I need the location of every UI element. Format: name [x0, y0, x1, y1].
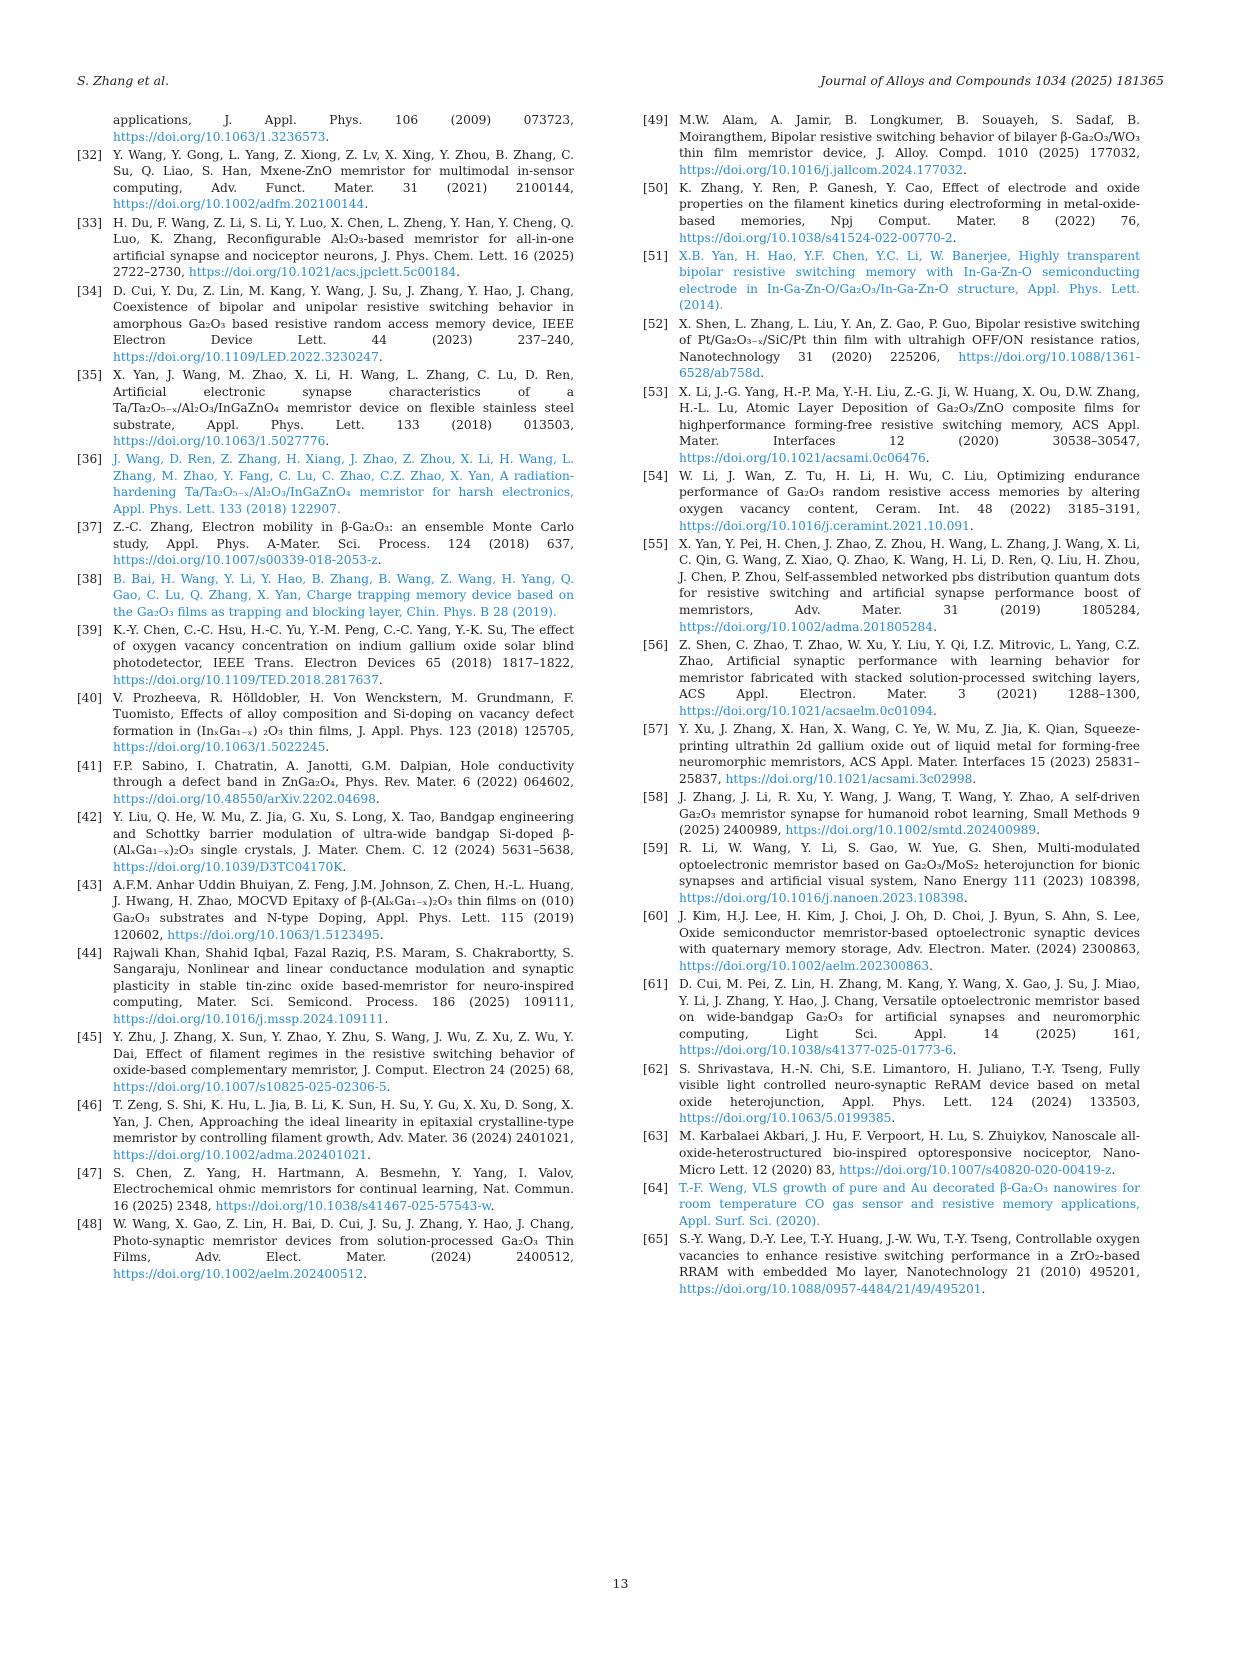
reference-tail: . — [952, 230, 957, 245]
doi-link[interactable]: https://doi.org/10.1021/acs.jpclett.5c00184 — [188, 265, 457, 280]
reference-entry — [643, 384, 1140, 467]
reference-number: [48] — [77, 1217, 103, 1232]
reference-tail: . — [816, 1213, 821, 1228]
doi-link[interactable]: https://doi.org/10.1016/j.jallcom.2024.177032 — [679, 162, 964, 177]
reference-number: [43] — [77, 877, 103, 892]
reference-text: W. Wang, X. Gao, Z. Lin, H. Bai, D. Cui, J. Su, J. Zhang, Y. Hao, J. Chang, Photo-synaptic memristor devices from solution-processed Ga₂O₃ Thin Films, Adv. Elect. Mater. (2024) 2400512, — [113, 1217, 574, 1265]
doi-link[interactable]: https://doi.org/10.1038/s41467-025-57543-w — [215, 1199, 491, 1213]
reference-number: [62] — [643, 1061, 669, 1076]
doi-link[interactable]: https://doi.org/10.1021/acsaelm.0c01094 — [679, 703, 934, 718]
doi-link[interactable]: https://doi.org/10.1038/s41377-025-01773-6 — [679, 1043, 953, 1058]
reference-tail: . — [963, 162, 967, 177]
reference-entry — [643, 908, 1140, 974]
reference-number: [49] — [643, 113, 669, 127]
doi-link[interactable]: https://doi.org/10.1088/0957-4484/21/49/495201 — [679, 1281, 982, 1296]
reference-tail: . — [367, 1147, 371, 1162]
reference-text: J. Kim, H.J. Lee, H. Kim, J. Choi, J. Oh, D. Choi, J. Byun, S. Ahn, S. Lee, Oxide semiconductor memristor-based optoelectronic synaptic devices with quaternary memory storage, Adv. Electron. Mater. (2024) 2300863, — [679, 909, 1140, 957]
reference-entry — [77, 758, 574, 808]
reference-tail: . — [379, 927, 384, 942]
reference-tail: . — [952, 1043, 957, 1058]
reference-tail: . — [325, 740, 330, 755]
reference-tail: . — [378, 672, 383, 687]
doi-link[interactable]: https://doi.org/10.1109/TED.2018.2817637 — [113, 672, 379, 687]
doi-link[interactable]: https://doi.org/10.1063/1.5022245 — [113, 740, 326, 755]
reference-number: [58] — [643, 790, 669, 805]
reference-tail: . — [963, 891, 968, 906]
reference-entry — [643, 180, 1140, 246]
reference-tail: . — [378, 349, 383, 364]
reference-entry — [643, 637, 1140, 720]
reference-text: Z.-C. Zhang, Electron mobility in β-Ga₂O₃: an ensemble Monte Carlo study, Appl. Phys. A-Mater. Sci. Process. 124 (2018) 637, — [113, 520, 574, 551]
reference-tail: . — [552, 604, 557, 619]
reference-number: [52] — [643, 316, 669, 331]
doi-link[interactable]: https://doi.org/10.1063/1.5027776 — [113, 434, 326, 449]
reference-tail: . — [456, 265, 461, 280]
reference-tail: . — [1111, 1162, 1116, 1177]
reference-text: V. Prozheeva, R. Hölldobler, H. Von Wenckstern, M. Grundmann, F. Tuomisto, Effects of alloy composition and Si-doping on vacancy defect formation in (InₓGa₁₋ₓ) ₂O₃ thin films, J. Appl. Phys. 123 (2018) 125705, — [113, 690, 574, 738]
reference-tail: . — [929, 958, 933, 973]
reference-tail: . — [981, 1281, 986, 1296]
doi-link[interactable]: https://doi.org/10.1007/s40820-020-00419-z — [839, 1162, 1112, 1177]
reference-entry — [643, 112, 1140, 178]
reference-text: M.W. Alam, A. Jamir, B. Longkumer, B. Souayeh, S. Sadaf, B. Moirangthem, Bipolar resistive switching behavior of bilayer β-Ga₂O₃/WO₃ thin film memristor device, J. Alloy. Compd. 1010 (2025) 177032, — [679, 113, 1140, 161]
doi-link[interactable]: https://doi.org/10.1063/1.3236573 — [113, 129, 326, 144]
reference-continuation — [77, 112, 574, 145]
reference-entry — [643, 789, 1140, 839]
reference-tail: . — [336, 502, 341, 517]
reference-entry — [77, 367, 574, 450]
reference-number: [54] — [643, 468, 669, 483]
reference-number: [42] — [77, 809, 103, 824]
reference-number: [57] — [643, 722, 669, 737]
reference-number: [59] — [643, 841, 669, 856]
reference-text: Rajwali Khan, Shahid Iqbal, Fazal Raziq, P.S. Maram, S. Chakrabortty, S. Sangaraju, Nonlinear and linear conductance modulation and synaptic plasticity in stable tin-zinc oxide based-memristor for neuro-inspired computing, Mater. Sci. Semicond. Process. 186 (2025) 109111, — [113, 945, 574, 1010]
reference-tail: . — [933, 703, 937, 718]
running-header-journal: Journal of Alloys and Compounds 1034 (2025) 181365 — [820, 73, 1164, 88]
reference-text: J. Zhang, J. Li, R. Xu, Y. Wang, J. Wang, T. Wang, Y. Zhao, A self-driven Ga₂O₃ memristor synapse for humanoid robot learning, Small Methods 9 (2025) 2400989, — [679, 790, 1140, 838]
reference-text: A.F.M. Anhar Uddin Bhuiyan, Z. Feng, J.M. Johnson, Z. Chen, H.-L. Huang, J. Hwang, H. Zhao, MOCVD Epitaxy of β-(AlₓGa₁₋ₓ)₂O₃ thin films on (010) Ga₂O₃ substrates and N-type Doping, Appl. Phys. Lett. 115 (2019) 120602, — [113, 877, 574, 942]
reference-text: Z. Shen, C. Zhao, T. Zhao, W. Xu, Y. Liu, Y. Qi, I.Z. Mitrovic, L. Yang, C.Z. Zhao, Artificial synaptic performance with learning behavior for memristor fabricated with stacked solution-processed switching layers, ACS Appl. Electron. Mater. 3 (2021) 1288–1300, — [679, 637, 1140, 702]
reference-entry — [643, 1128, 1140, 1178]
reference-text: R. Li, W. Wang, Y. Li, S. Gao, W. Yue, G. Shen, Multi-modulated optoelectronic memristor based on Ga₂O₃/MoS₂ heterojunction for bionic synapses and artificial visual system, Nano Energy 111 (2023) 108398, — [679, 841, 1140, 889]
reference-entry — [77, 1165, 574, 1215]
reference-entry — [77, 283, 574, 366]
reference-entry — [643, 468, 1140, 534]
reference-text: X. Li, J.-G. Yang, H.-P. Ma, Y.-H. Liu, Z.-G. Ji, W. Huang, X. Ou, D.W. Zhang, H.-L. Lu, Atomic Layer Deposition of Ga₂O₃/ZnO composite films for highperformance forming-free resistive switching memory, ACS Appl. Mater. Interfaces 12 (2020) 30538–30547, — [679, 384, 1140, 449]
reference-number: [39] — [77, 622, 103, 637]
reference-tail: . — [1036, 823, 1040, 838]
doi-link[interactable]: https://doi.org/10.1002/adfm.202100144 — [113, 197, 365, 212]
doi-link[interactable]: https://doi.org/10.1002/smtd.202400989 — [785, 823, 1037, 838]
reference-text: Y. Zhu, J. Zhang, X. Sun, Y. Zhao, Y. Zhu, S. Wang, J. Wu, Z. Xu, Z. Wu, Y. Dai, Effect of filament regimes in the resistive switching behavior of oxide-based complementary memristor, J. Comput. Electron 24 (2025) 68, — [113, 1030, 574, 1078]
reference-tail: . — [490, 1199, 495, 1213]
reference-tail: . — [891, 1111, 896, 1126]
reference-text: D. Cui, Y. Du, Z. Lin, M. Kang, Y. Wang, J. Su, J. Zhang, Y. Hao, J. Chang, Coexistence of bipolar and unipolar resistive switching behavior in amorphous Ga₂O₃ based resistive random access memory device, IEEE Electron Device Lett. 44 (2023) 237–240, — [113, 283, 574, 348]
reference-text: Y. Wang, Y. Gong, L. Yang, Z. Xiong, Z. Lv, X. Xing, Y. Zhou, B. Zhang, C. Su, Q. Liao, S. Han, Mxene-ZnO memristor for multimodal in-sensor computing, Adv. Funct. Mater. 31 (2021) 2100144, — [113, 147, 574, 195]
references-right-column — [643, 112, 1140, 1299]
reference-text: S.-Y. Wang, D.-Y. Lee, T.-Y. Huang, J.-W. Wu, T.-Y. Tseng, Controllable oxygen vacancies to enhance resistive switching performance in a ZrO₂-based RRAM with embedded Mo layer, Nanotechnology 21 (2010) 495201, — [679, 1232, 1140, 1280]
doi-link[interactable]: B. Bai, H. Wang, Y. Li, Y. Hao, B. Zhang, B. Wang, Z. Wang, H. Yang, Q. Gao, C. Lu, Q. Zhang, X. Yan, Charge trapping memory device based on the Ga₂O₃ films as trapping and blocking layer, Chin. Phys. B 28 (2019) — [113, 571, 574, 619]
reference-text: Y. Xu, J. Zhang, X. Han, X. Wang, C. Ye, W. Mu, Z. Jia, K. Qian, Squeeze-printing ultrathin 2d gallium oxide out of liquid metal for forming-free neuromorphic memristors, ACS Appl. Mater. Interfaces 15 (2023) 25831–25837, — [679, 722, 1140, 786]
reference-number: [44] — [77, 945, 103, 960]
reference-tail: . — [969, 518, 974, 533]
reference-tail: . — [375, 791, 380, 806]
reference-number: [61] — [643, 977, 669, 992]
reference-tail: . — [384, 1011, 389, 1026]
reference-number: [46] — [77, 1098, 103, 1113]
reference-entry — [77, 215, 574, 281]
reference-text: W. Li, J. Wan, Z. Tu, H. Li, H. Wu, C. Liu, Optimizing endurance performance of Ga₂O₃ random resistive access memories by altering oxygen vacancy content, Ceram. Int. 48 (2022) 3185–3191, — [679, 468, 1140, 517]
doi-link[interactable]: https://doi.org/10.1002/aelm.202400512 — [113, 1266, 364, 1281]
reference-entry — [643, 840, 1140, 906]
reference-text: T. Zeng, S. Shi, K. Hu, L. Jia, B. Li, K. Sun, H. Su, Y. Gu, X. Xu, D. Song, X. Yan, J. Chen, Approaching the ideal linearity in epitaxial crystalline-type memristor by controlling filament growth, Adv. Mater. 36 (2024) 2401021, — [113, 1098, 574, 1146]
reference-tail: . — [760, 366, 765, 381]
reference-tail: . — [325, 434, 330, 449]
reference-entry — [77, 519, 574, 569]
running-header-authors: S. Zhang et al. — [77, 73, 170, 88]
reference-number: [55] — [643, 536, 669, 551]
reference-number: [36] — [77, 452, 103, 467]
doi-link[interactable]: https://doi.org/10.1038/s41524-022-00770-2 — [679, 230, 953, 245]
reference-entry — [643, 536, 1140, 635]
reference-entry — [77, 1216, 574, 1282]
reference-entry — [643, 1231, 1140, 1297]
doi-link[interactable]: https://doi.org/10.1063/1.5123495 — [167, 927, 380, 942]
doi-link[interactable]: https://doi.org/10.1039/D3TC04170K — [113, 859, 343, 874]
doi-link[interactable]: https://doi.org/10.1016/j.mssp.2024.109111 — [113, 1011, 385, 1026]
doi-link[interactable]: https://doi.org/10.1002/adma.202401021 — [113, 1147, 368, 1162]
reference-entry — [643, 1061, 1140, 1127]
reference-entry — [643, 248, 1140, 314]
reference-number: [32] — [77, 147, 103, 162]
reference-entry — [77, 622, 574, 688]
reference-tail: . — [363, 1266, 367, 1281]
reference-entry — [643, 1180, 1140, 1230]
reference-text: X. Yan, J. Wang, M. Zhao, X. Li, H. Wang, L. Zhang, C. Lu, D. Ren, Artificial electronic synapse characteristics of a Ta/Ta₂O₅₋ₓ/Al₂O₃/InGaZnO₄ memristor device on flexible stainless steel substrate, Appl. Phys. Lett. 133 (2018) 013503, — [113, 367, 574, 432]
reference-text: S. Chen, Z. Yang, H. Hartmann, A. Besmehn, Y. Yang, I. Valov, Electrochemical ohmic memristors for continual learning, Nat. Commun. 16 (2025) 2348, — [113, 1165, 574, 1213]
reference-text: M. Karbalaei Akbari, J. Hu, F. Verpoort, H. Lu, S. Zhuiykov, Nanoscale all-oxide-heterostructured bio-inspired optoresponsive nociceptor, Nano-Micro Lett. 12 (2020) 83, — [679, 1129, 1140, 1177]
reference-number: [65] — [643, 1232, 669, 1247]
reference-tail: . — [925, 450, 930, 465]
reference-tail: . — [377, 553, 382, 568]
reference-entry — [77, 147, 574, 213]
doi-link[interactable]: https://doi.org/10.1016/j.nanoen.2023.108398 — [679, 891, 964, 906]
reference-number: [60] — [643, 909, 669, 924]
reference-number: [35] — [77, 367, 103, 382]
reference-text: H. Du, F. Wang, Z. Li, S. Li, Y. Luo, X. Chen, L. Zheng, Y. Han, Y. Cheng, Q. Luo, K. Zhang, Reconfigurable Al₂O₃-based memristor for all-in-one artificial synapse and nociceptor neurons, J. Phys. Chem. Lett. 16 (2025) 2722–2730, — [113, 215, 574, 280]
reference-tail: . — [364, 197, 369, 212]
reference-entry — [77, 877, 574, 943]
reference-entry — [643, 316, 1140, 382]
reference-text: F.P. Sabino, I. Chatratin, A. Janotti, G.M. Dalpian, Hole conductivity through a defect band in ZnGa₂O₄, Phys. Rev. Mater. 6 (2022) 064602, — [113, 758, 574, 790]
reference-text: K. Zhang, Y. Ren, P. Ganesh, Y. Cao, Effect of electrode and oxide properties on the filament kinetics during electroforming in metal-oxide-based memories, Npj Comput. Mater. 8 (2022) 76, — [679, 180, 1140, 228]
doi-link[interactable]: https://doi.org/10.1088/1361-6528/ab758d — [679, 349, 1140, 381]
reference-number: [41] — [77, 758, 103, 773]
page-number: 13 — [612, 1576, 629, 1591]
reference-entry — [643, 721, 1140, 787]
reference-entry — [77, 1097, 574, 1163]
reference-number: [45] — [77, 1030, 103, 1045]
reference-number: [47] — [77, 1165, 103, 1180]
reference-entry — [77, 1029, 574, 1095]
reference-entry — [77, 945, 574, 1028]
reference-number: [51] — [643, 248, 669, 263]
reference-tail: . — [719, 298, 724, 313]
reference-entry — [643, 976, 1140, 1059]
reference-text: D. Cui, M. Pei, Z. Lin, H. Zhang, M. Kang, Y. Wang, X. Gao, J. Su, J. Miao, Y. Li, J. Zhang, Y. Hao, J. Chang, Versatile optoelectronic memristor based on wide-bandgap Ga₂O₃ for artificial synapses and neuromorphic computing, Light Sci. Appl. 14 (2025) 161, — [679, 977, 1140, 1041]
doi-link[interactable]: https://doi.org/10.1021/acsami.0c06476 — [679, 450, 926, 465]
reference-number: [50] — [643, 180, 669, 195]
doi-link[interactable]: X.B. Yan, H. Hao, Y.F. Chen, Y.C. Li, W. Banerjee, Highly transparent bipolar resistive switching memory with In-Ga-Zn-O semiconducting electrode in In-Ga-Zn-O/Ga₂O₃/In-Ga-Zn-O structure, Appl. Phys. Lett. (2014) — [679, 248, 1140, 313]
reference-tail: . — [342, 859, 347, 874]
reference-number: [64] — [643, 1180, 669, 1195]
doi-link[interactable]: https://doi.org/10.1007/s00339-018-2053-z — [113, 553, 378, 568]
reference-tail: . — [972, 771, 977, 786]
doi-link[interactable]: https://doi.org/10.1021/acsami.3c02998 — [725, 771, 973, 786]
reference-entry — [77, 809, 574, 875]
doi-link[interactable]: https://doi.org/10.1002/adma.201805284 — [679, 619, 934, 634]
doi-link[interactable]: https://doi.org/10.1063/5.0199385 — [679, 1111, 892, 1126]
doi-link[interactable]: https://doi.org/10.1002/aelm.202300863 — [679, 958, 930, 973]
doi-link[interactable]: https://doi.org/10.1007/s10825-025-02306-5 — [113, 1079, 387, 1094]
reference-text: X. Shen, L. Zhang, L. Liu, Y. An, Z. Gao, P. Guo, Bipolar resistive switching of Pt/Ga₂O₃₋ₓ/SiC/Pt thin film with ultrahigh OFF/ON resistance ratios, Nanotechnology 31 (2020) 225206, — [679, 316, 1140, 364]
reference-text: Y. Liu, Q. He, W. Mu, Z. Jia, G. Xu, S. Long, X. Tao, Bandgap engineering and Schottky barrier modulation of ultra-wide bandgap Si-doped β-(AlₓGa₁₋ₓ)₂O₃ single crystals, J. Mater. Chem. C. 12 (2024) 5631–5638, — [113, 809, 574, 858]
reference-number: [38] — [77, 571, 103, 586]
reference-entry — [77, 690, 574, 756]
doi-link[interactable]: https://doi.org/10.48550/arXiv.2202.04698 — [113, 791, 376, 806]
reference-number: [37] — [77, 520, 103, 535]
reference-number: [53] — [643, 384, 669, 399]
reference-tail: . — [386, 1079, 391, 1094]
references-left-column — [77, 112, 574, 1284]
doi-link[interactable]: https://doi.org/10.1016/j.ceramint.2021.10.091 — [679, 518, 970, 533]
reference-entry — [77, 571, 574, 621]
reference-number: [56] — [643, 637, 669, 652]
reference-text: X. Yan, Y. Pei, H. Chen, J. Zhao, Z. Zhou, H. Wang, L. Zhang, J. Wang, X. Li, C. Qin, G. Wang, Z. Xiao, Q. Zhao, K. Wang, H. Li, D. Ren, Q. Liu, H. Zhou, J. Chen, P. Zhou, Self-assembled networked pbs distribution quantum dots for resistive switching and artificial synapse performance boost of memristors, Adv. Mater. 31 (2019) 1805284, — [679, 536, 1140, 617]
doi-link[interactable]: J. Wang, D. Ren, Z. Zhang, H. Xiang, J. Zhao, Z. Zhou, X. Li, H. Wang, L. Zhang, M. Zhao, Y. Fang, C. Lu, C. Zhao, C.Z. Zhao, X. Yan, A radiation-hardening Ta/Ta₂O₅₋ₓ/Al₂O₃/InGaZnO₄ memristor for harsh electronics, Appl. Phys. Lett. 133 (2018) 122907 — [113, 452, 574, 517]
reference-number: [33] — [77, 215, 103, 230]
reference-text: applications, J. Appl. Phys. 106 (2009) 073723, — [113, 113, 574, 127]
reference-tail: . — [325, 129, 330, 144]
reference-text: S. Shrivastava, H.-N. Chi, S.E. Limantoro, H. Juliano, T.-Y. Tseng, Fully visible light controlled neuro-synaptic ReRAM device based on metal oxide heterojunction, Appl. Phys. Lett. 124 (2024) 133503, — [679, 1061, 1140, 1109]
reference-number: [40] — [77, 690, 103, 705]
doi-link[interactable]: https://doi.org/10.1109/LED.2022.3230247 — [113, 349, 379, 364]
reference-entry — [77, 451, 574, 517]
reference-tail: . — [933, 619, 937, 634]
reference-number: [34] — [77, 283, 103, 298]
doi-link[interactable]: T.-F. Weng, VLS growth of pure and Au decorated β-Ga₂O₃ nanowires for room temperature CO gas sensor and resistive memory applications, Appl. Surf. Sci. (2020) — [679, 1180, 1140, 1228]
reference-number: [63] — [643, 1129, 669, 1144]
reference-text: K.-Y. Chen, C.-C. Hsu, H.-C. Yu, Y.-M. Peng, C.-C. Yang, Y.-K. Su, The effect of oxygen vacancy concentration on indium gallium oxide solar blind photodetector, IEEE Trans. Electron Devices 65 (2018) 1817–1822, — [113, 622, 574, 670]
